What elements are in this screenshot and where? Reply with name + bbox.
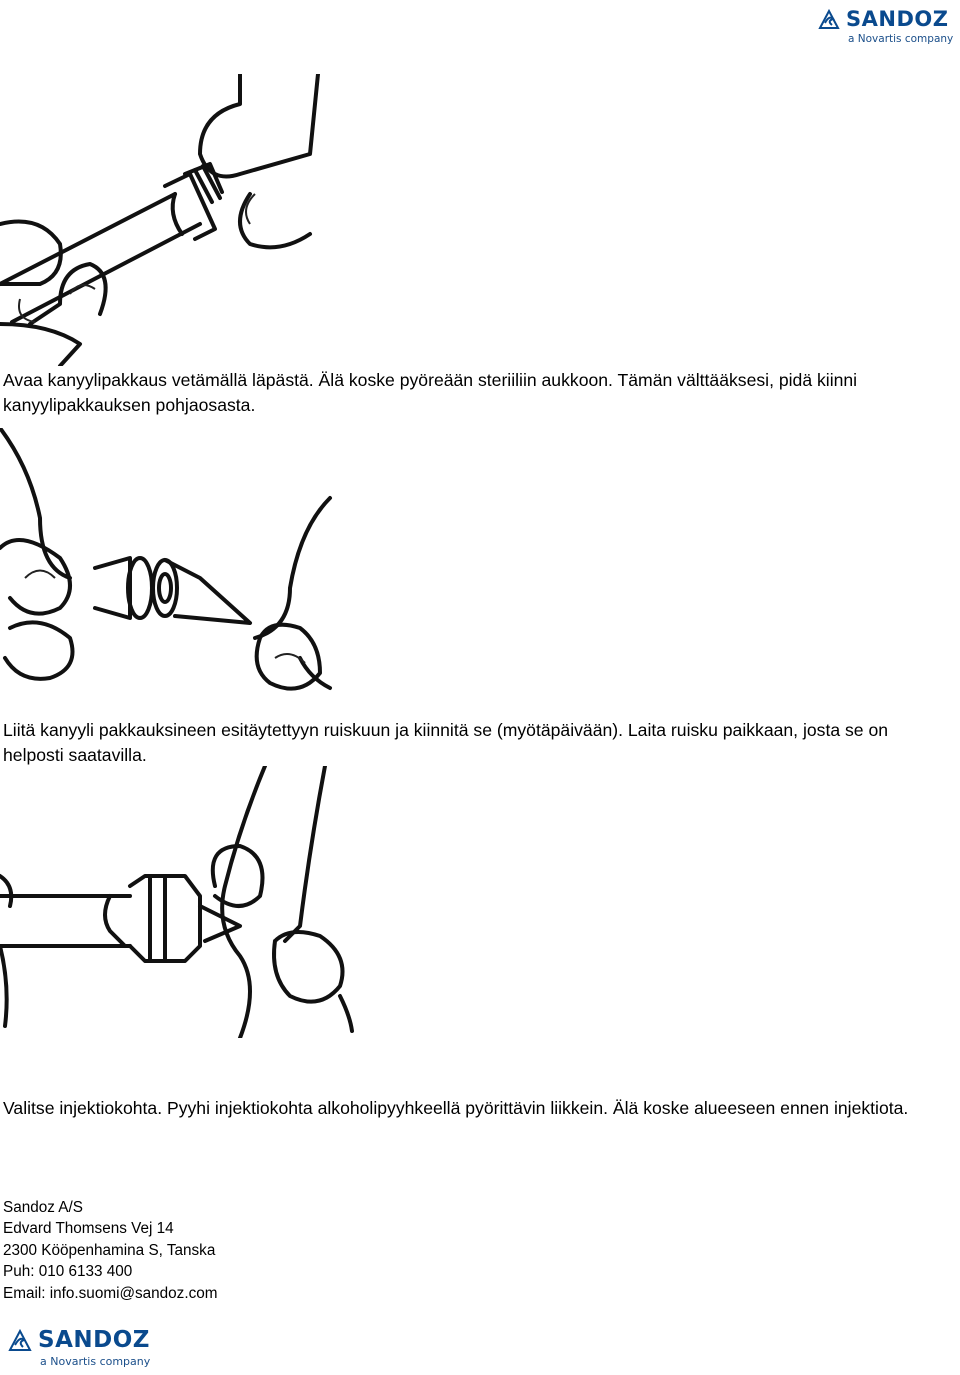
step-3-text: Valitse injektiokohta. Pyyhi injektiokohta alkoholipyyhkeellä pyörittävin liikkein. Älä koske alueeseen ennen injektiota. — [3, 1098, 909, 1118]
contact-street: Edvard Thomsens Vej 14 — [3, 1220, 174, 1238]
sandoz-logo-bottom — [8, 1326, 158, 1370]
contact-address — [3, 1197, 217, 1304]
logo-brand: SANDOZ — [38, 1327, 150, 1353]
step-1-text: Avaa kanyylipakkaus vetämällä läpästä. Älä koske pyöreään steriiliin aukkoon. Tämän välttääksesi, pidä kiinni kanyylipakkauksen pohjaosasta. — [3, 370, 858, 415]
contact-city: 2300 Kööpenhamina S, Tanska — [3, 1241, 216, 1259]
contact-phone: Puh: 010 6133 400 — [3, 1263, 133, 1281]
logo-brand: SANDOZ — [846, 7, 949, 31]
contact-email: Email: info.suomi@sandoz.com — [3, 1284, 218, 1302]
sandoz-logo-top — [818, 6, 958, 50]
logo-tagline: a Novartis company — [40, 1355, 151, 1368]
contact-company: Sandoz A/S — [3, 1199, 83, 1216]
logo-tagline: a Novartis company — [848, 33, 954, 45]
step-2-text: Liitä kanyyli pakkauksineen esitäytettyyn ruiskuun ja kiinnitä se (myötäpäivään). Laita ruisku paikkaan, josta se on helposti saatavilla. — [3, 720, 889, 765]
opening-cannula-package-illustration — [0, 74, 320, 366]
syringe-ready-illustration — [0, 766, 356, 1038]
attaching-cannula-illustration — [0, 428, 336, 706]
